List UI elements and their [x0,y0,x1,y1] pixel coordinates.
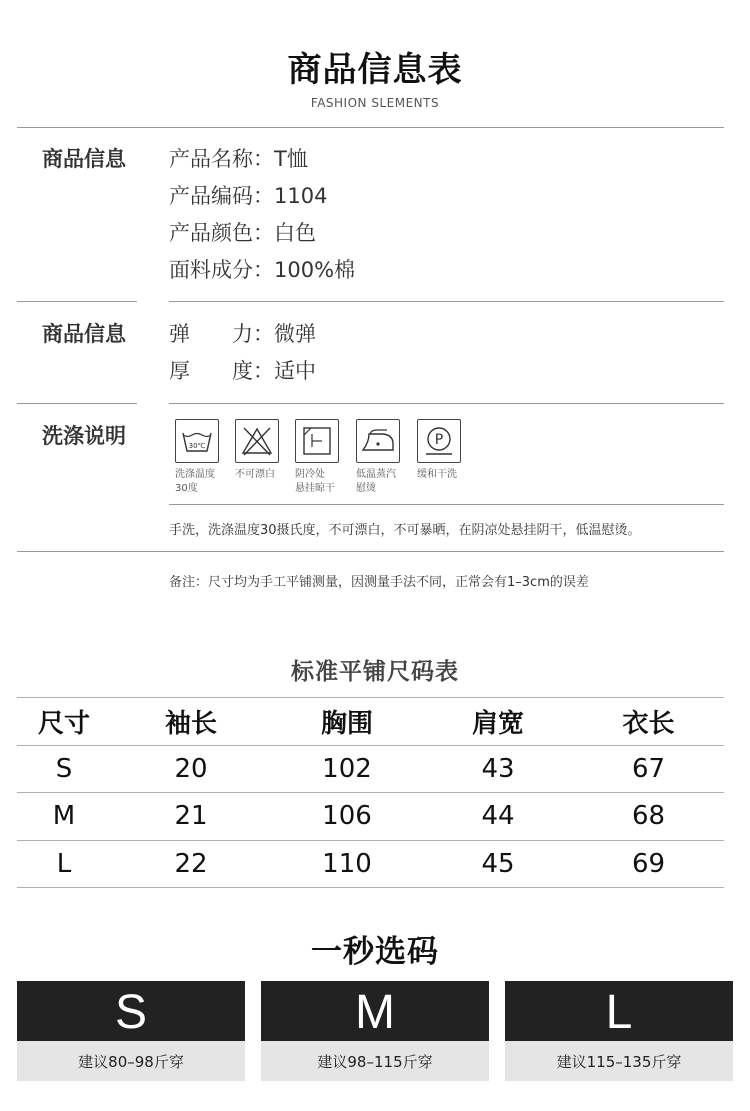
table-cell: 21 [111,793,271,841]
care-label-line: 洗涤温度 [175,469,215,480]
table-row [17,793,724,841]
size-option-l [505,981,733,1081]
product-fabric: 面料成分：100%棉 [169,258,356,282]
header-chest: 胸围 [271,698,423,746]
shade-dry-icon [295,419,339,463]
wash-30-icon [175,419,219,463]
table-cell: 68 [573,793,724,841]
size-option-desc: 建议115–135斤穿 [505,1041,733,1081]
care-label-line: 不可漂白 [235,469,275,480]
section-label-product-info: 商品信息 [42,147,126,171]
care-label-line: 悬挂晾干 [295,483,335,494]
care-label-bleach [235,468,295,482]
no-bleach-icon [235,419,279,463]
page-subtitle: FASHION SLEMENTS [310,96,440,110]
table-cell: 69 [573,840,724,888]
table-cell: 45 [423,840,573,888]
divider [17,551,724,552]
table-cell: 43 [423,745,573,793]
size-option-letter: S [17,981,245,1041]
header-shoulder: 肩宽 [423,698,573,746]
low-iron-icon [356,419,400,463]
care-label-dry [295,468,355,496]
product-color: 产品颜色：白色 [169,221,316,245]
size-option-desc: 建议80–98斤穿 [17,1041,245,1081]
table-cell: M [17,793,111,841]
size-option-s [17,981,245,1081]
thickness-value: ：适中 [253,359,316,383]
divider [169,301,724,302]
product-code: 产品编码：1104 [169,184,328,208]
page-title: 商品信息表 [287,50,463,90]
elasticity-value: ：微弹 [253,322,316,346]
care-label-line: 阴冷处 [295,469,325,480]
care-label-dryclean [417,468,477,482]
elasticity-row [169,318,316,348]
table-cell: 67 [573,745,724,793]
table-cell: 102 [271,745,423,793]
elasticity-key: 弹 力 [169,322,253,346]
quick-pick-title: 一秒选码 [311,934,439,970]
table-cell: 20 [111,745,271,793]
thickness-key: 厚 度 [169,359,253,383]
header-size: 尺寸 [17,698,111,746]
table-cell: L [17,840,111,888]
table-row [17,745,724,793]
size-table [17,697,724,888]
size-option-letter: L [505,981,733,1041]
care-label-line: 30度 [175,483,198,494]
divider [17,127,724,128]
product-name: 产品名称：T恤 [169,147,308,171]
care-label-iron [356,468,416,496]
table-row [17,840,724,888]
size-option-m [261,981,489,1081]
size-option-desc: 建议98–115斤穿 [261,1041,489,1081]
dry-clean-symbol: P [434,432,444,448]
header-sleeve: 袖长 [111,698,271,746]
table-cell: 106 [271,793,423,841]
table-cell: 44 [423,793,573,841]
divider [169,504,724,505]
table-header-row [17,698,724,746]
care-label-line: 慰烫 [356,483,376,494]
divider [17,403,137,404]
divider [169,403,724,404]
table-cell: 110 [271,840,423,888]
wash-instructions: 手洗，洗涤温度30摄氏度，不可漂白，不可暴晒，在阴凉处悬挂阴干，低温慰烫。 [169,523,641,538]
header-length: 衣长 [573,698,724,746]
section-label-features: 商品信息 [42,322,126,346]
care-label-line: 低温蒸汽 [356,469,396,480]
care-label-wash [175,468,235,496]
table-cell: 22 [111,840,271,888]
thickness-row [169,355,316,385]
care-label-line: 缓和干洗 [417,469,457,480]
measurement-note: 备注：尺寸均为手工平铺测量，因测量手法不同，正常会有1–3cm的误差 [169,575,589,590]
section-label-wash: 洗涤说明 [42,424,126,448]
divider [17,301,137,302]
wash-temp: 30℃ [188,442,206,450]
size-option-letter: M [261,981,489,1041]
dry-clean-icon [417,419,461,463]
size-table-title: 标准平铺尺码表 [291,659,459,685]
table-cell: S [17,745,111,793]
